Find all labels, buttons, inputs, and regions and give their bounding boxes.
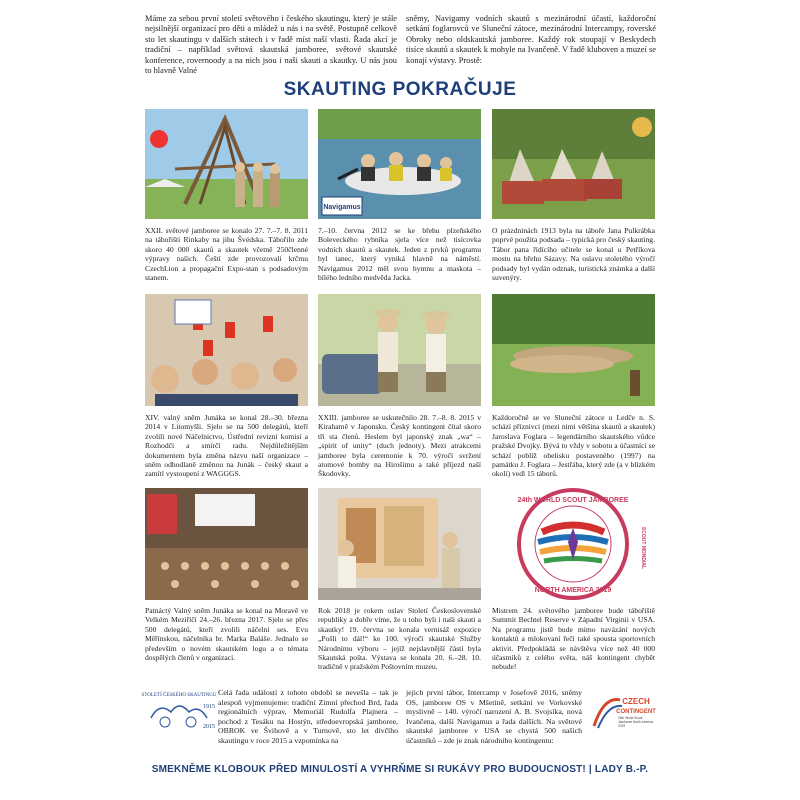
photo-vystava-posli-to-dal [318,488,481,600]
logo-cc-sub: 24th World Scout Jamboree North America 2019 [618,716,654,728]
logo-czech-contingent [590,690,656,732]
caption-jamboree-sweden: XXII. světové jamboree se konalo 27. 7.–7. 8. 2011 na tábořišti Rinkaby na jihu Švédska. Tábořilo zde skoro 40 000 skautů a skautek včetně 250členné výpravy našich. Čeští zde provozovali krčmu CzechLion a propagační Expo-stan s podsadovým stanem. [145,226,308,283]
logo-stoleti-skautingu [141,688,217,732]
footer-slogan: SMEKNĚME KLOBOUK PŘED MINULOSTÍ A VYHRŇME SI RUKÁVY PRO BUDOUCNOST! | LADY B.-P. [151,764,649,775]
navigamus-logo-text: Navigamus [323,204,361,211]
caption-jamboree-2019: Mistrem 24. světového jamboree bude tábořiště Summit Bechtel Reserve v Západní Virginii v USA. Na programu jistě bude mimo navázání nových kontaktů a mlokovaní řeči také spousta sportovních aktivit. Předpokládá se návštěva více než 40 000 účastníků z celého světa, náš kontingent chybět nebude! [492,606,655,672]
logo-100-title: STOLETÍ ČESKÉHO SKAUTINGU [141,693,217,698]
caption-vystava: Rok 2018 je rokem oslav Století Československé republiky a dobře víme, že u toho byli i naši skauti a skautky! 19. června se konala vernisáž expozice „Pošli to dál!“ ke 100. výročí skautské Služby Národnímu výboru – jejíž nejslavnější částí byla Skautská pošta. Výstava se konala 20. 6.–28. 10. tradičně v pražském Poštovním muzeu. [318,606,481,672]
photo-valny-snem-2017 [145,488,308,600]
caption-slunecni-zatoka: Každoročně se ve Sluneční zátoce u Ledče n. S. schází příznivci (mezi nimi většina skautů a skautek) Jaroslava Foglara – legendárního skautského vůdce pražské Dvojky. Bývá to vždy v sobotu a účastníci se schází poblíž obelisku postaveného (1997) na památku J. Foglara – Jestřába, který zde (a v blízkém okolí) vedl 15 táborů. [492,413,655,479]
logo-100-year-start: 1915 [203,704,215,710]
caption-podsada: O prázdninách 1913 byla na táboře Jana Pulkrábka poprvé použita podsada – typická pro český skauting. Tábor pana řídícího učitele se konal u Petříkova mostu na břehu Sázavy. Na oslavu stoletého výročí podsady byl vydán odznak, turistická známka a další suvenýry. [492,226,655,283]
caption-valny-snem-2014: XIV. valný sněm Junáka se konal 28.–30. března 2014 v Litomyšli. Sjelo se na 500 delegátů, kteří zvolili nové Náčelnictvo, Ústřední revizní komisi a Rozhodčí a smírčí radu. Nejdůležitějším dokumentem byla změna názvu naší organizace – sněm odhodlaně změnou na Junák – český skaut a zamítl vystoupení z WAGGGS. [145,413,308,479]
bottom-text-left: Celá řada událostí z tohoto období se nevešla – tak je alespoň vyjmenujeme: tradiční Zimní přechod Brd, řada regionálních výprav, Memoriál Rudolfa Plajnera – pochod z Tesáku na Hostýn, středoevropská jamboree, OBROK ve Švihově a v Turnově, sto let dívčího skautingu v roce 2015 a vzpomínka na [218,688,398,745]
page-title: SKAUTING POKRAČUJE [145,78,655,102]
logo-100-year-end: 2015 [203,724,215,730]
wsj-ring-bottom-text: NORTH AMERICA 2019 [534,587,612,594]
photo-jamboree-japan [318,294,481,406]
photo-wsj-2019-logo [492,488,655,600]
photo-valny-snem-2014 [145,294,308,406]
wsj-ring-top-text: 24th WORLD SCOUT JAMBOREE [517,497,629,504]
photo-jamboree-sweden [145,109,308,219]
caption-valny-snem-2017: Patnáctý Valný sněm Junáka se konal na Moravě ve Velkém Meziříčí 24.–26. března 2017. Sjelo se přes 500 delegátů, kteří zvolili náčelní ses. Evu Měřínskou, náčelníka br. Marka Baláše. Jednalo se především o novém skautském logu a o témata dospělých členů v organizaci. [145,606,308,663]
logo-cc-line1: CZECH [622,697,650,706]
intro-text-left: Máme za sebou první století světového i českého skautingu, který je stále nejsilnější organizací pro děti a mládež u nás i na světě. Postupně celkově sto let skautingu v dalších státech i v řadě míst naší vlasti. Řada akcí je tradiční – například světová skautská jamboree, světové skautské konference, rovernoody a na nich jsou i naši skauti a skautky. U nás jsou to hlavně Valné [145,14,397,76]
logo-cc-line2: CONTINGENT [616,709,656,715]
wsj-ring-right-text: SCOUT MONDIAL [640,526,646,570]
bottom-text-right: jejich první tábor, Intercamp v Josefově 2016, sněmy OS, jamboree OS v Mšetině, setkání ve Vorkovské myslivně – 140. výročí narození A. B. Svojsíka, nová Ivančena, další Navigamus a řada dalších. Na světové skautské jamboree v USA se chystá 500 našich účastníků – zde je znak národního kontingentu: [406,688,582,745]
photo-navigamus-raft [318,109,481,219]
caption-jamboree-japan: XXIII. jamboree se uskutečnilo 28. 7.–8. 8. 2015 v Kirahamě v Japonsku. Český kontingent čítal skoro tři sta členů. Heslem byl japonský znak „wa“ – „spirit of unity“ (duch jednoty). Mezi atrakcemi jamboree byla ceremonie k 70. výročí svržení atomové bomby na Hirošimu a také příjezd naší Škodovky. [318,413,481,479]
photo-slunecni-zatoka [492,294,655,406]
intro-text-right: sněmy, Navigamy vodních skautů s mezinárodní účastí, každoroční setkání foglarovců ve Sluneční zátoce, mezinárodní Intercampy, roverské Obroky nebo oldskautská jamboree. Každý rok stoupají v Beskydech tisíce skautů a skautek k mohyle na Ivančeně. V řadě kluboven a muzeí se konají výstavy. Prostě: [406,14,656,65]
caption-navigamus: 7.–10. června 2012 se ke břehu plzeňského Boleveckého rybníka sjela více než tisícovka vodních skautů a skautek. Jeden z prvků programu byl tanec, který vyniká hlavně na náměstí. Navigamus 2012 měl svou hymnu a maskota – bílého ledního medvěda Jacka. [318,226,481,283]
photo-podsada-tents [492,109,655,219]
